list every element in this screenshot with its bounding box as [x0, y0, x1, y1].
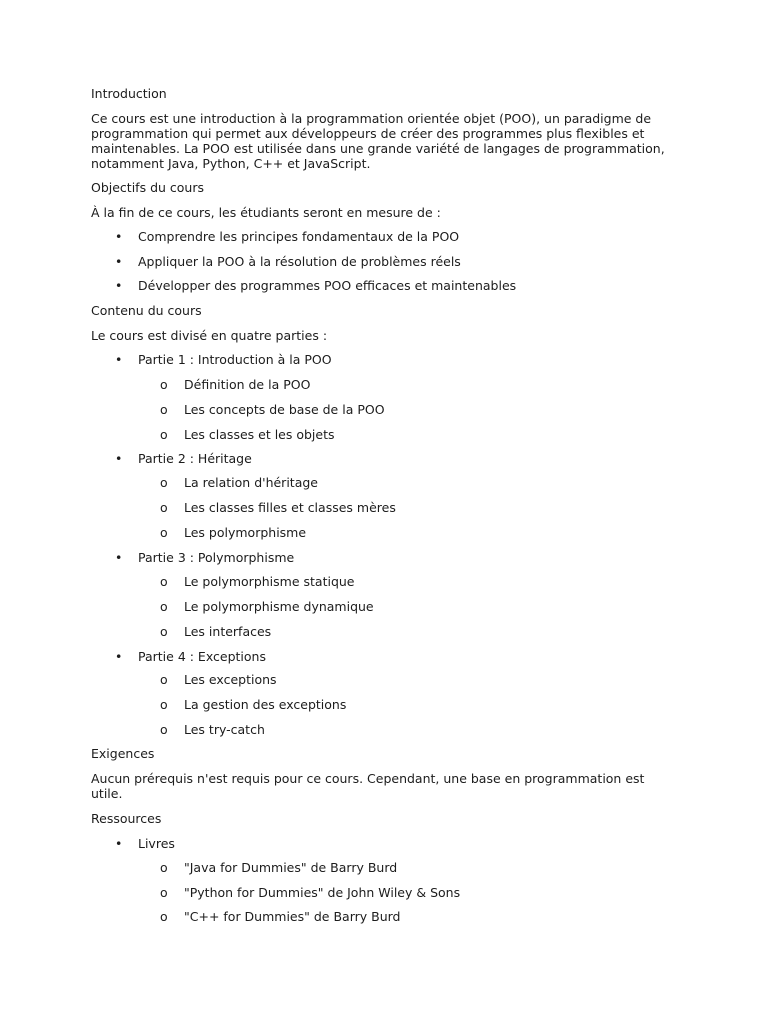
paragraph-line: maintenables. La POO est utilisée dans une grande variété de langages de programmation,	[91, 141, 665, 156]
book-item: "Java for Dummies" de Barry Burd	[184, 860, 398, 875]
objectif-item: Développer des programmes POO efficaces et maintenables	[138, 278, 517, 293]
sub-bullet-icon: o	[160, 427, 168, 442]
bullet-icon: •	[115, 352, 123, 367]
section-heading-introduction: Introduction	[91, 86, 167, 101]
contenu-lead: Le cours est divisé en quatre parties :	[91, 328, 328, 343]
part-sub-item: Les interfaces	[184, 624, 272, 639]
sub-bullet-icon: o	[160, 500, 168, 515]
sub-bullet-icon: o	[160, 599, 168, 614]
objectif-item: Comprendre les principes fondamentaux de la POO	[138, 229, 460, 244]
sub-bullet-icon: o	[160, 402, 168, 417]
sub-bullet-icon: o	[160, 885, 168, 900]
book-item: "Python for Dummies" de John Wiley & Sons	[184, 885, 461, 900]
part-sub-item: Les concepts de base de la POO	[184, 402, 385, 417]
part-sub-item: Le polymorphisme statique	[184, 574, 355, 589]
part-sub-item: Le polymorphisme dynamique	[184, 599, 374, 614]
book-item: "C++ for Dummies" de Barry Burd	[184, 909, 401, 924]
part-sub-item: Définition de la POO	[184, 377, 311, 392]
paragraph-line: notamment Java, Python, C++ et JavaScript.	[91, 156, 371, 171]
sub-bullet-icon: o	[160, 860, 168, 875]
section-heading-objectifs: Objectifs du cours	[91, 180, 204, 195]
section-heading-ressources: Ressources	[91, 811, 162, 826]
paragraph-line: Aucun prérequis n'est requis pour ce cours. Cependant, une base en programmation est	[91, 771, 645, 786]
bullet-icon: •	[115, 278, 123, 293]
bullet-icon: •	[115, 649, 123, 664]
sub-bullet-icon: o	[160, 574, 168, 589]
part-title: Partie 3 : Polymorphisme	[138, 550, 295, 565]
part-sub-item: La gestion des exceptions	[184, 697, 347, 712]
paragraph-line: utile.	[91, 786, 123, 801]
sub-bullet-icon: o	[160, 525, 168, 540]
bullet-icon: •	[115, 254, 123, 269]
part-title: Partie 2 : Héritage	[138, 451, 252, 466]
exigences-paragraph	[91, 771, 691, 801]
sub-bullet-icon: o	[160, 697, 168, 712]
part-sub-item: Les exceptions	[184, 672, 277, 687]
sub-bullet-icon: o	[160, 624, 168, 639]
part-title: Partie 1 : Introduction à la POO	[138, 352, 332, 367]
part-sub-item: Les classes et les objets	[184, 427, 335, 442]
resource-category: Livres	[138, 836, 175, 851]
paragraph-line: Ce cours est une introduction à la programmation orientée objet (POO), un paradigme de	[91, 111, 652, 126]
paragraph-line: programmation qui permet aux développeurs de créer des programmes plus flexibles et	[91, 126, 645, 141]
bullet-icon: •	[115, 836, 123, 851]
section-heading-contenu: Contenu du cours	[91, 303, 202, 318]
sub-bullet-icon: o	[160, 909, 168, 924]
part-title: Partie 4 : Exceptions	[138, 649, 266, 664]
part-sub-item: Les polymorphisme	[184, 525, 307, 540]
part-sub-item: Les classes filles et classes mères	[184, 500, 396, 515]
part-sub-item: La relation d'héritage	[184, 475, 318, 490]
bullet-icon: •	[115, 550, 123, 565]
section-heading-exigences: Exigences	[91, 746, 155, 761]
intro-paragraph	[91, 111, 691, 171]
sub-bullet-icon: o	[160, 475, 168, 490]
objectifs-lead: À la fin de ce cours, les étudiants seront en mesure de :	[91, 205, 441, 220]
objectif-item: Appliquer la POO à la résolution de problèmes réels	[138, 254, 461, 269]
sub-bullet-icon: o	[160, 377, 168, 392]
part-sub-item: Les try-catch	[184, 722, 265, 737]
sub-bullet-icon: o	[160, 672, 168, 687]
sub-bullet-icon: o	[160, 722, 168, 737]
bullet-icon: •	[115, 451, 123, 466]
bullet-icon: •	[115, 229, 123, 244]
